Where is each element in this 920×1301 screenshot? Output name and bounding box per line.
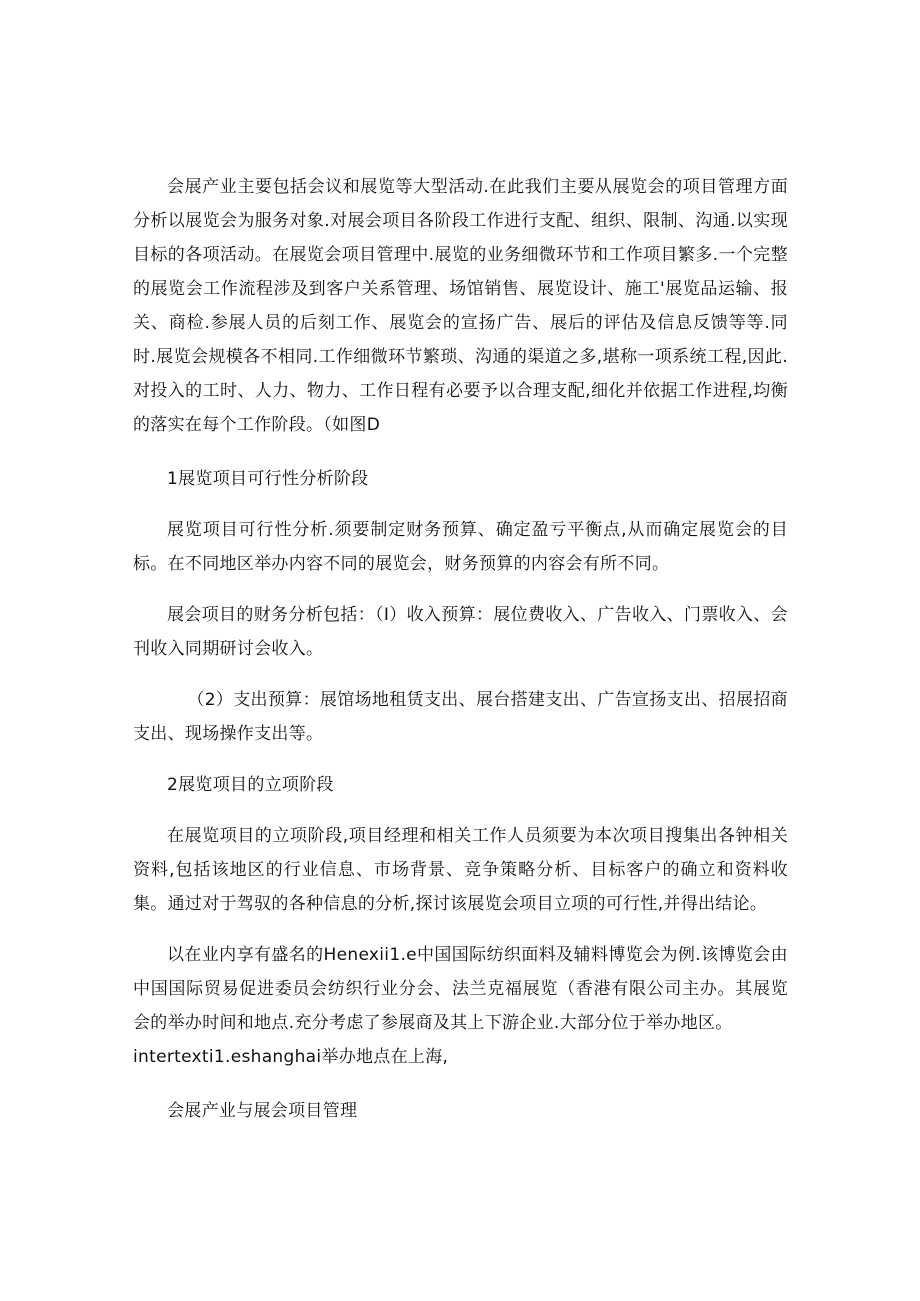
paragraph-example: 以在业内享有盛名的Henexii1.e中国国际纺织面料及辅料博览会为例.该博览会由中国国际贸易促进委员会纺织行业分会、法兰克福展览（香港有限公司主办。其展览会的举办时间和地点.充分考虑了参展商及其上下游企业.大部分位于举办地区。 (133, 945, 788, 1033)
section-heading-project-approval: 2展览项目的立项阶段 (167, 775, 334, 795)
document-body (133, 170, 788, 1128)
section-heading-feasibility: 1展览项目可行性分析阶段 (167, 469, 369, 489)
paragraph-expense-budget: （2）支出预算：展馆场地租赁支出、展台搭建支出、广告宣扬支出、招展招商支出、现场操作支出等。 (133, 690, 788, 744)
section-heading-footer: 会展产业与展会项目管理 (167, 1101, 358, 1121)
paragraph-location: intertexti1.eshanghai举办地点在上海, (133, 1047, 449, 1067)
paragraph-financial-analysis: 展会项目的财务分析包括：（I）收入预算：展位费收入、广告收入、门票收入、会刊收入同期研讨会收入。 (133, 605, 788, 659)
paragraph-feasibility: 展览项目可行性分析.须要制定财务预算、确定盈亏平衡点,从而确定展览会的目标。在不同地区举办内容不同的展览会，财务预算的内容会有所不同。 (133, 520, 788, 574)
paragraph-project-approval: 在展览项目的立项阶段,项目经理和相关工作人员须要为本次项目搜集出各钟相关资料,包括该地区的行业信息、市场背景、竞争策略分析、目标客户的确立和资料收集。通过对于驾驭的各种信息的分析,探讨该展览会项目立项的可行性,并得出结论。 (133, 826, 788, 914)
paragraph-intro: 会展产业主要包括会议和展览等大型活动.在此我们主要从展览会的项目管理方面分析以展览会为服务对象.对展会项目各阶段工作进行支配、组织、限制、沟通.以实现目标的各项活动。在展览会项目管理中.展览的业务细微环节和工作项目繁多.一个完整的展览会工作流程涉及到客户关系管理、场馆销售、展览设计、施工'展览品运输、报关、商检.参展人员的后刻工作、展览会的宣扬广告、展后的评估及信息反馈等等.同时.展览会规模各不相同.工作细微环节繁琐、沟通的渠道之多,堪称一项系统工程,因此.对投入的工时、人力、物力、工作日程有必要予以合理支配,细化并依据工作进程,均衡的落实在每个工作阶段。（如图D (133, 177, 788, 435)
